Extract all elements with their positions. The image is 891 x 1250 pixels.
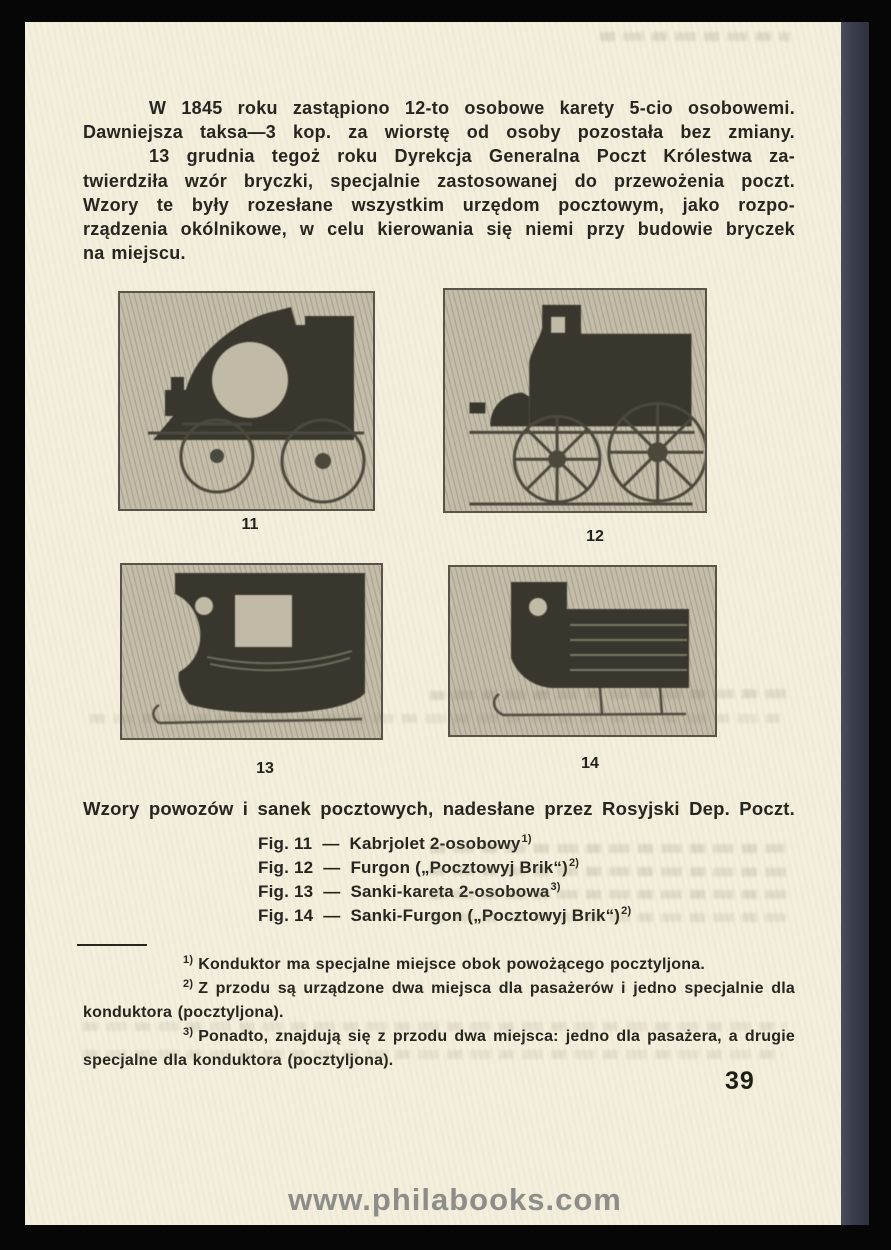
bleedthrough-texture <box>430 689 790 700</box>
footnote <box>83 1025 795 1073</box>
body-line: na miejscu. <box>83 243 186 264</box>
dash: — <box>323 882 341 901</box>
footnote-reference: 2) <box>621 905 632 918</box>
footnote-marker: 1) <box>183 953 194 966</box>
figure-list-title: Furgon („Pocztowyj Brik“) <box>350 858 568 877</box>
book-edge-strip <box>841 22 869 1225</box>
page-number: 39 <box>725 1067 755 1095</box>
figure-list-title: Kabrjolet 2-osobowy <box>349 834 521 853</box>
sleigh-coach-silhouette <box>122 565 381 738</box>
figure-list-title: Sanki-kareta 2-osobowa <box>350 882 550 901</box>
footnote-reference: 3) <box>550 881 561 894</box>
body-line: 13 grudnia tegoż roku Dyrekcja Generalna Poczt Królestwa za- <box>149 146 795 167</box>
body-line: rządzenia okólnikowe, w celu kierowania się niemi przy budowie bryczek <box>83 219 795 240</box>
figure-11-photo <box>118 291 375 511</box>
figure-12-photo <box>443 288 707 513</box>
bleedthrough-texture <box>430 913 786 922</box>
dash: — <box>323 906 341 925</box>
body-line: twierdziła wzór bryczki, specjalnie zastosowanej do przewożenia poczt. <box>83 170 795 191</box>
figure-list-label: Fig. 14 <box>258 906 314 925</box>
footnote-text: Z przodu są urządzone dwa miejsca dla pasażerów i jedno specjalnie dla konduktora (pocztyljona). <box>83 980 795 1021</box>
figure-14-number: 14 <box>581 755 599 772</box>
footnote-text: Ponadto, znajdują się z przodu dwa miejsca: jedno dla pasażera, a drugie specjalne dla konduktora (pocztyljona). <box>83 1028 795 1069</box>
figure-list-label: Fig. 11 <box>258 834 313 853</box>
figure-11-number: 11 <box>241 516 259 533</box>
footnote-separator-rule <box>77 944 147 946</box>
footnote <box>83 977 795 1025</box>
mail-van-silhouette <box>445 290 705 511</box>
bleedthrough-texture <box>600 32 790 41</box>
watermark-text: www.philabooks.com <box>288 1182 622 1217</box>
body-text-block <box>83 96 795 265</box>
book-page <box>25 22 841 1225</box>
bleedthrough-texture <box>430 866 788 876</box>
cabriolet-carriage-silhouette <box>120 293 373 509</box>
bleedthrough-texture <box>90 714 780 723</box>
figure-12-number: 12 <box>586 528 604 545</box>
figures-caption: Wzory powozów i sanek pocztowych, nadesłane przez Rosyjski Dep. Poczt. <box>83 798 795 819</box>
figure-14-photo <box>448 565 717 737</box>
figure-list-label: Fig. 12 <box>258 858 314 877</box>
bleedthrough-texture <box>83 1050 783 1059</box>
footnote-reference: 1) <box>521 833 532 846</box>
bleedthrough-texture <box>430 844 785 853</box>
dash: — <box>323 858 341 877</box>
sleigh-van-silhouette <box>450 567 715 735</box>
figure-list-label: Fig. 13 <box>258 882 314 901</box>
dash: — <box>322 834 340 853</box>
body-line: W 1845 roku zastąpiono 12-to osobowe karety 5-cio osobowemi. <box>149 98 795 118</box>
body-line: Wzory te były rozesłane wszystkim urzędom pocztowym, jako rozpo- <box>83 194 795 215</box>
figure-list-title: Sanki-Furgon („Pocztowyj Brik“) <box>350 906 621 925</box>
bleedthrough-texture <box>430 890 790 899</box>
footnote-marker: 2) <box>183 977 194 990</box>
figure-13-number: 13 <box>256 760 274 777</box>
footnote-reference: 2) <box>568 857 580 870</box>
footnote <box>83 953 795 977</box>
footnote-text: Konduktor ma specjalne miejsce obok powożącego pocztyljona. <box>198 956 705 973</box>
body-line: Dawniejsza taksa—3 kop. za wiorstę od osoby pozostała bez zmiany. <box>83 122 795 143</box>
footnote-marker: 3) <box>183 1025 194 1038</box>
bleedthrough-texture <box>83 1022 786 1031</box>
